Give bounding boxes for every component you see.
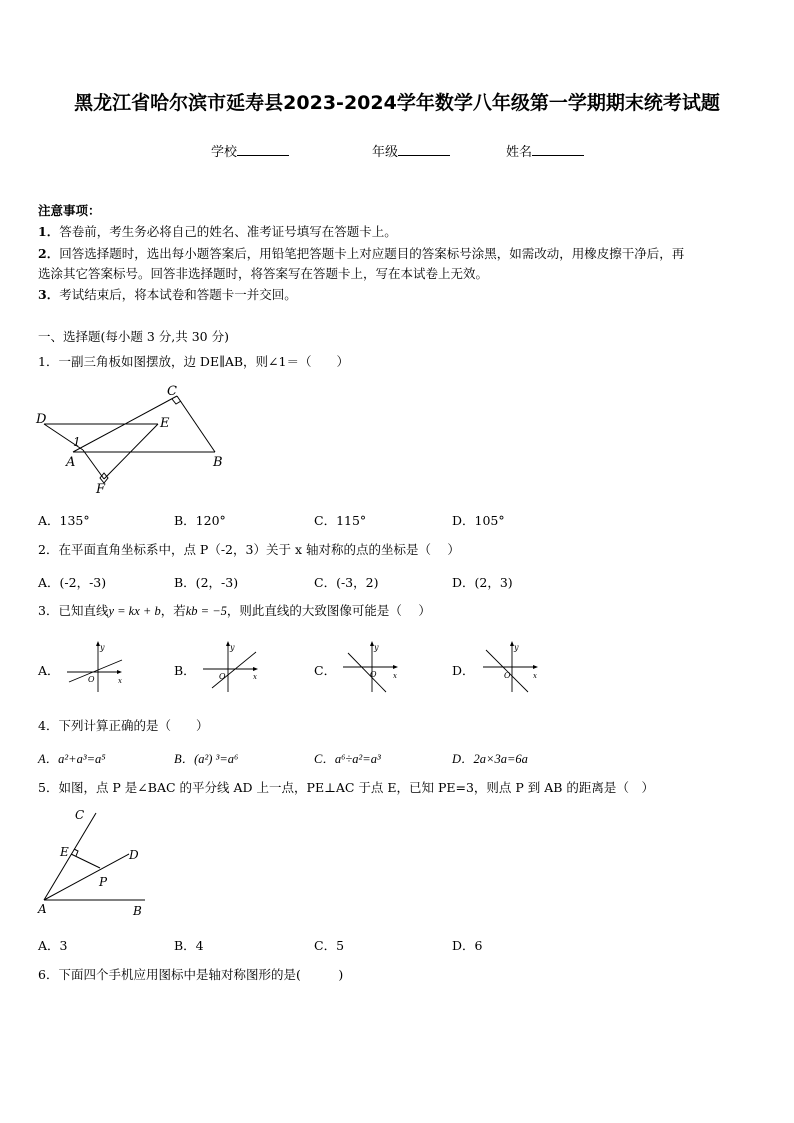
question-5-figure xyxy=(30,802,160,920)
notes-heading: 注意事项： xyxy=(38,203,101,218)
q5-label-A: A xyxy=(38,902,47,916)
svg-text:x: x xyxy=(393,672,397,680)
svg-text:O: O xyxy=(88,675,95,684)
question-6-stem: 6．下面四个手机应用图标中是轴对称图形的是( ) xyxy=(38,967,344,982)
question-2-stem: 2．在平面直角坐标系中，点 P（-2，3）关于 x 轴对称的点的坐标是（ ） xyxy=(38,542,460,557)
school-label: 学校 xyxy=(211,145,238,160)
svg-text:y: y xyxy=(100,643,105,652)
q1-label-A: A xyxy=(66,455,76,470)
question-4-stem: 4．下列计算正确的是（ ） xyxy=(38,718,209,733)
q5-label-B: B xyxy=(133,904,142,918)
grade-label: 年级 xyxy=(372,145,399,160)
q3-graph-a xyxy=(62,638,128,694)
q5-segment-PE xyxy=(71,854,100,868)
q4-option-d: D．2a×3a=6a xyxy=(452,752,528,766)
question-1-stem: 1．一副三角板如图摆放，边 DE∥AB，则∠1＝（ ） xyxy=(38,354,349,369)
q5-ray-AC xyxy=(44,813,96,900)
q1-label-C: C xyxy=(167,384,177,399)
name-label: 姓名 xyxy=(506,145,533,160)
note-1: 1．答卷前，考生务必将自己的姓名、准考证号填写在答题卡上。 xyxy=(38,224,397,239)
q5-option-c: C．5 xyxy=(314,938,345,953)
q2-option-d: D．(2，3) xyxy=(452,575,513,590)
q1-label-B: B xyxy=(213,455,223,470)
q1-option-b: B．120° xyxy=(174,513,226,528)
q5-right-angle-E xyxy=(74,849,78,856)
q5-option-d: D．6 xyxy=(452,938,483,953)
q1-option-a: A．135° xyxy=(38,513,90,528)
note-2-line-1: 2．回答选择题时，选出每小题答案后，用铅笔把答题卡上对应题目的答案标号涂黑，如需改动，用橡皮擦干净后，再 xyxy=(38,246,685,261)
svg-text:O: O xyxy=(219,672,226,681)
q3-formula-line: y = kx + b xyxy=(108,604,161,618)
grade-field xyxy=(372,141,450,160)
q1-label-E: E xyxy=(160,416,170,431)
section-heading: 一、选择题(每小题 3 分,共 30 分) xyxy=(38,329,229,344)
q5-label-P: P xyxy=(99,875,108,889)
question-3-stem: 3．已知直线y = kx + b，若kb = −5，则此直线的大致图像可能是（ ） xyxy=(38,603,431,618)
q1-label-F: F xyxy=(96,482,106,497)
note-2-line-2: 选涂其它答案标号。回答非选择题时，将答案写在答题卡上，写在本试卷上无效。 xyxy=(38,266,489,281)
q1-option-d: D．105° xyxy=(452,513,505,528)
school-field xyxy=(211,141,289,160)
q2-option-b: B．(2，-3) xyxy=(174,575,239,590)
q5-option-b: B．4 xyxy=(174,938,204,953)
q2-option-c: C．(-3，2) xyxy=(314,575,379,590)
q1-line-CB xyxy=(177,396,215,452)
svg-text:y: y xyxy=(230,643,235,652)
note-3: 3．考试结束后，将本试卷和答题卡一并交回。 xyxy=(38,287,297,302)
q5-label-C: C xyxy=(75,808,85,822)
svg-text:y: y xyxy=(514,643,519,652)
q4-option-a: A．a²+a³=a⁵ xyxy=(38,752,106,766)
q5-label-D: D xyxy=(129,848,139,862)
q2-option-a: A．(-2，-3) xyxy=(38,575,107,590)
question-1-figure xyxy=(30,380,240,498)
q1-label-D: D xyxy=(36,412,47,427)
svg-text:y: y xyxy=(374,643,379,652)
q3-option-c: C． xyxy=(314,663,337,678)
page-title: 黑龙江省哈尔滨市延寿县2023-2024学年数学八年级第一学期期末统考试题 xyxy=(74,92,720,114)
svg-text:x: x xyxy=(118,677,122,685)
q3-option-b: B． xyxy=(174,663,196,678)
question-5-stem: 5．如图，点 P 是∠BAC 的平分线 AD 上一点，PE⊥AC 于点 E，已知 PE=3，则点 P 到 AB 的距离是（ ） xyxy=(38,780,654,795)
q3-option-d: D． xyxy=(452,663,475,678)
q1-line-FA xyxy=(83,450,104,479)
q4-option-c: C．a⁶÷a²=a³ xyxy=(314,752,381,766)
q4-option-b: B．(a²) ³=a⁶ xyxy=(174,752,239,766)
q5-label-E: E xyxy=(60,845,69,859)
q3-graph-b xyxy=(198,638,264,694)
q3-graph-d xyxy=(478,638,544,694)
q5-option-a: A．3 xyxy=(38,938,68,953)
svg-text:x: x xyxy=(533,672,537,680)
q5-ray-AD xyxy=(44,854,129,900)
name-field xyxy=(506,141,584,160)
svg-text:O: O xyxy=(504,671,511,680)
q3-graph-c xyxy=(338,638,404,694)
q1-label-1: 1 xyxy=(73,435,81,449)
q3-option-a: A． xyxy=(38,663,60,678)
svg-text:x: x xyxy=(253,673,257,681)
q1-option-c: C．115° xyxy=(314,513,367,528)
q3-formula-kb: kb = −5 xyxy=(185,604,227,618)
svg-text:O: O xyxy=(370,670,377,679)
